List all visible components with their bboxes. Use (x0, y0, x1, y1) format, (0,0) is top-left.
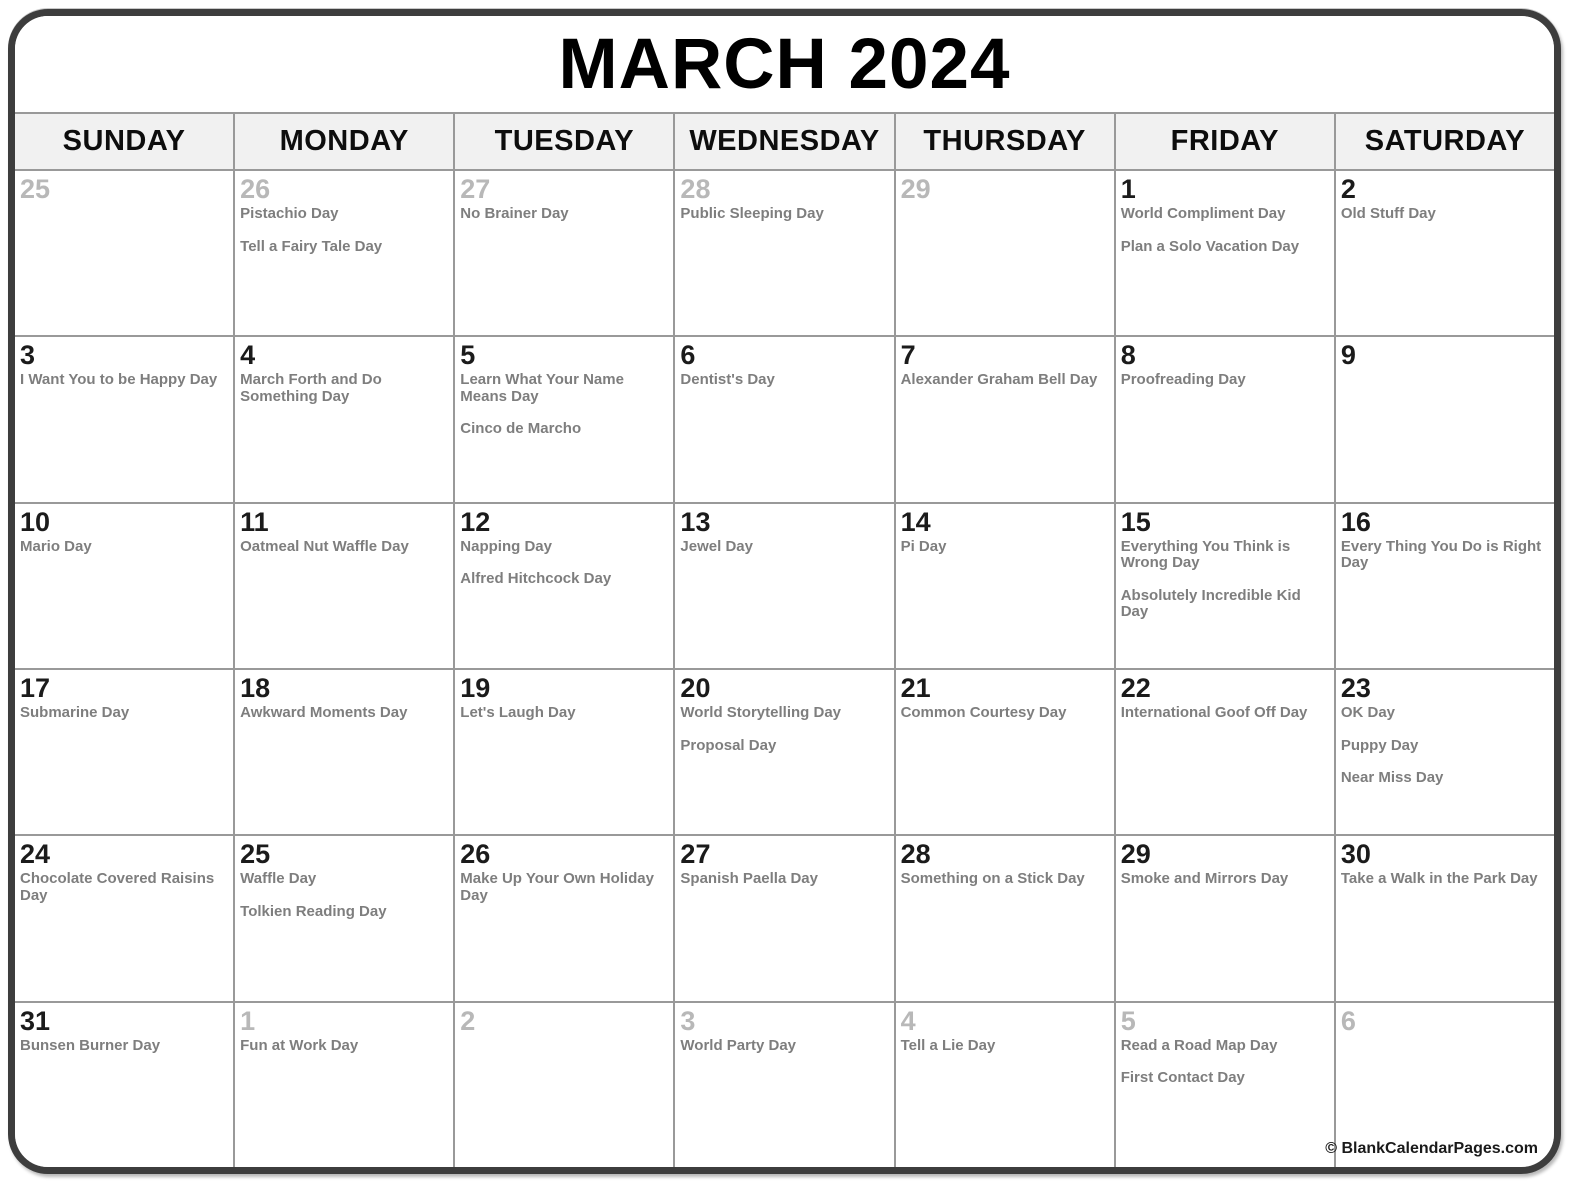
day-number: 25 (240, 839, 271, 870)
day-number: 31 (20, 1005, 51, 1036)
event-label: Spanish Paella Day (680, 870, 818, 888)
event-label: Make Up Your Own Holiday Day (460, 870, 654, 904)
day-number: 27 (460, 174, 491, 204)
event-label: Something on a Stick Day (900, 870, 1085, 888)
event-label: Absolutely Incredible Kid Day (1120, 586, 1301, 621)
event-label: No Brainer Day (460, 205, 569, 223)
calendar-cell (15, 670, 233, 834)
calendar-cell (1336, 670, 1554, 834)
calendar-cell (896, 1003, 1114, 1167)
calendar-cell (1336, 504, 1554, 668)
calendar-cell (1336, 171, 1554, 335)
event-label: World Party Day (680, 1036, 797, 1054)
event-label: Smoke and Mirrors Day (1120, 870, 1289, 888)
calendar-cell (15, 337, 233, 501)
day-number: 15 (1120, 506, 1151, 537)
event-label: First Contact Day (1120, 1069, 1245, 1087)
day-number: 12 (460, 506, 491, 537)
event-label: Read a Road Map Day (1120, 1036, 1278, 1054)
calendar-cell (455, 504, 673, 668)
calendar-cell (675, 337, 893, 501)
event-label: March Forth and Do Something Day (240, 371, 382, 405)
event-label: Mario Day (20, 537, 92, 555)
calendar-cell (455, 1003, 673, 1167)
calendar-cell (235, 836, 453, 1000)
day-number: 14 (900, 506, 931, 537)
calendar-cell (675, 836, 893, 1000)
day-number: 19 (460, 672, 491, 703)
event-label: Proofreading Day (1120, 371, 1246, 389)
event-label: Tolkien Reading Day (240, 902, 387, 920)
calendar-cell (455, 337, 673, 501)
calendar-cell (896, 504, 1114, 668)
weekday-header-label: TUESDAY (494, 125, 635, 157)
calendar-cell (235, 171, 453, 335)
calendar-cell (1336, 337, 1554, 501)
day-number: 23 (1340, 672, 1371, 703)
event-label: Pistachio Day (240, 205, 339, 223)
event-label: Awkward Moments Day (240, 704, 408, 722)
calendar-cell (235, 1003, 453, 1167)
day-number: 26 (240, 174, 271, 204)
event-label: Pi Day (900, 537, 947, 555)
title-bar (15, 16, 1554, 112)
event-label: Napping Day (460, 537, 552, 555)
event-label: Puppy Day (1340, 736, 1419, 754)
calendar-cell (1116, 1003, 1334, 1167)
event-label: Take a Walk in the Park Day (1340, 870, 1538, 888)
calendar-cell (15, 836, 233, 1000)
day-number: 3 (20, 340, 36, 371)
event-label: World Storytelling Day (680, 704, 841, 722)
day-number: 20 (680, 672, 711, 703)
weekday-header-label: THURSDAY (923, 125, 1086, 157)
event-label: World Compliment Day (1120, 205, 1286, 223)
calendar-cell (675, 670, 893, 834)
day-number: 30 (1340, 839, 1371, 870)
day-number: 18 (240, 672, 271, 703)
day-number: 29 (900, 174, 931, 204)
day-number: 9 (1340, 340, 1356, 371)
weekday-header-wednesday (675, 114, 893, 169)
site-credit: © BlankCalendarPages.com (1325, 1140, 1538, 1157)
day-number: 2 (460, 1005, 476, 1036)
day-number: 28 (680, 174, 711, 204)
day-number: 5 (1120, 1005, 1136, 1036)
event-label: OK Day (1340, 704, 1396, 722)
event-label: Learn What Your Name Means Day (460, 371, 624, 405)
event-label: Bunsen Burner Day (20, 1036, 161, 1054)
calendar-cell (896, 171, 1114, 335)
event-label: I Want You to be Happy Day (20, 371, 218, 389)
calendar-cell (235, 337, 453, 501)
event-label: Oatmeal Nut Waffle Day (240, 537, 409, 555)
event-label: Dentist's Day (680, 371, 775, 389)
calendar-cell (15, 171, 233, 335)
calendar-page (8, 9, 1561, 1174)
day-number: 1 (240, 1005, 256, 1036)
weekday-header-saturday (1336, 114, 1554, 169)
event-label: Jewel Day (680, 537, 753, 555)
calendar-cell (896, 836, 1114, 1000)
event-label: Alexander Graham Bell Day (900, 371, 1098, 389)
calendar-cell (1116, 836, 1334, 1000)
day-number: 3 (680, 1005, 696, 1036)
day-number: 6 (680, 340, 696, 371)
day-number: 4 (240, 340, 256, 371)
calendar-cell (675, 1003, 893, 1167)
weekday-header-label: SATURDAY (1364, 125, 1526, 157)
event-label: Every Thing You Do is Right Day (1340, 537, 1542, 572)
day-number: 29 (1120, 839, 1151, 870)
event-label: Proposal Day (680, 736, 777, 754)
event-label: Cinco de Marcho (460, 420, 582, 438)
day-number: 25 (20, 174, 51, 204)
event-label: Submarine Day (20, 704, 130, 722)
calendar-cell (235, 504, 453, 668)
day-number: 7 (900, 340, 916, 371)
event-label: Waffle Day (240, 870, 317, 888)
calendar-cell (896, 670, 1114, 834)
page-title: MARCH 2024 (558, 24, 1011, 104)
day-number: 16 (1340, 506, 1371, 537)
event-label: Near Miss Day (1340, 769, 1444, 787)
day-number: 24 (20, 839, 51, 870)
event-label: Plan a Solo Vacation Day (1120, 237, 1300, 255)
day-number: 28 (900, 839, 931, 870)
event-label: Common Courtesy Day (900, 704, 1067, 722)
day-number: 5 (460, 340, 476, 371)
calendar-grid (15, 112, 1554, 1167)
calendar-cell (1116, 337, 1334, 501)
day-number: 6 (1340, 1005, 1356, 1036)
day-number: 8 (1120, 340, 1136, 371)
weekday-header-label: WEDNESDAY (689, 125, 880, 157)
calendar-cell (896, 337, 1114, 501)
weekday-header-tuesday (455, 114, 673, 169)
event-label: Public Sleeping Day (680, 205, 824, 223)
day-number: 13 (680, 506, 711, 537)
calendar-cell (1116, 171, 1334, 335)
event-label: International Goof Off Day (1120, 704, 1308, 722)
event-label: Old Stuff Day (1340, 205, 1436, 223)
weekday-header-monday (235, 114, 453, 169)
day-number: 17 (20, 672, 51, 703)
event-label: Let's Laugh Day (460, 704, 576, 722)
day-number: 2 (1340, 174, 1356, 204)
calendar-cell (1336, 836, 1554, 1000)
weekday-header-label: SUNDAY (62, 125, 186, 157)
day-number: 1 (1120, 174, 1136, 204)
calendar-cell (15, 1003, 233, 1167)
calendar-cell (15, 504, 233, 668)
calendar-cell (455, 836, 673, 1000)
event-label: Everything You Think is Wrong Day (1120, 537, 1291, 572)
calendar-cell (675, 504, 893, 668)
calendar-cell (235, 670, 453, 834)
day-number: 10 (20, 506, 51, 537)
calendar-cell (455, 670, 673, 834)
day-number: 21 (900, 672, 931, 703)
calendar-cell (675, 171, 893, 335)
weekday-header-label: FRIDAY (1170, 125, 1279, 157)
day-number: 11 (240, 506, 269, 537)
day-number: 27 (680, 839, 711, 870)
weekday-header-label: MONDAY (279, 125, 409, 157)
calendar-cell (455, 171, 673, 335)
day-number: 26 (460, 839, 491, 870)
event-label: Tell a Lie Day (900, 1036, 996, 1054)
weekday-header-sunday (15, 114, 233, 169)
weekday-header-friday (1116, 114, 1334, 169)
weekday-header-thursday (896, 114, 1114, 169)
event-label: Alfred Hitchcock Day (460, 570, 612, 588)
event-label: Chocolate Covered Raisins Day (20, 870, 215, 904)
event-label: Fun at Work Day (240, 1036, 359, 1054)
calendar-cell (1116, 670, 1334, 834)
event-label: Tell a Fairy Tale Day (240, 237, 383, 255)
calendar-cell (1116, 504, 1334, 668)
day-number: 22 (1120, 672, 1151, 703)
day-number: 4 (900, 1005, 916, 1036)
